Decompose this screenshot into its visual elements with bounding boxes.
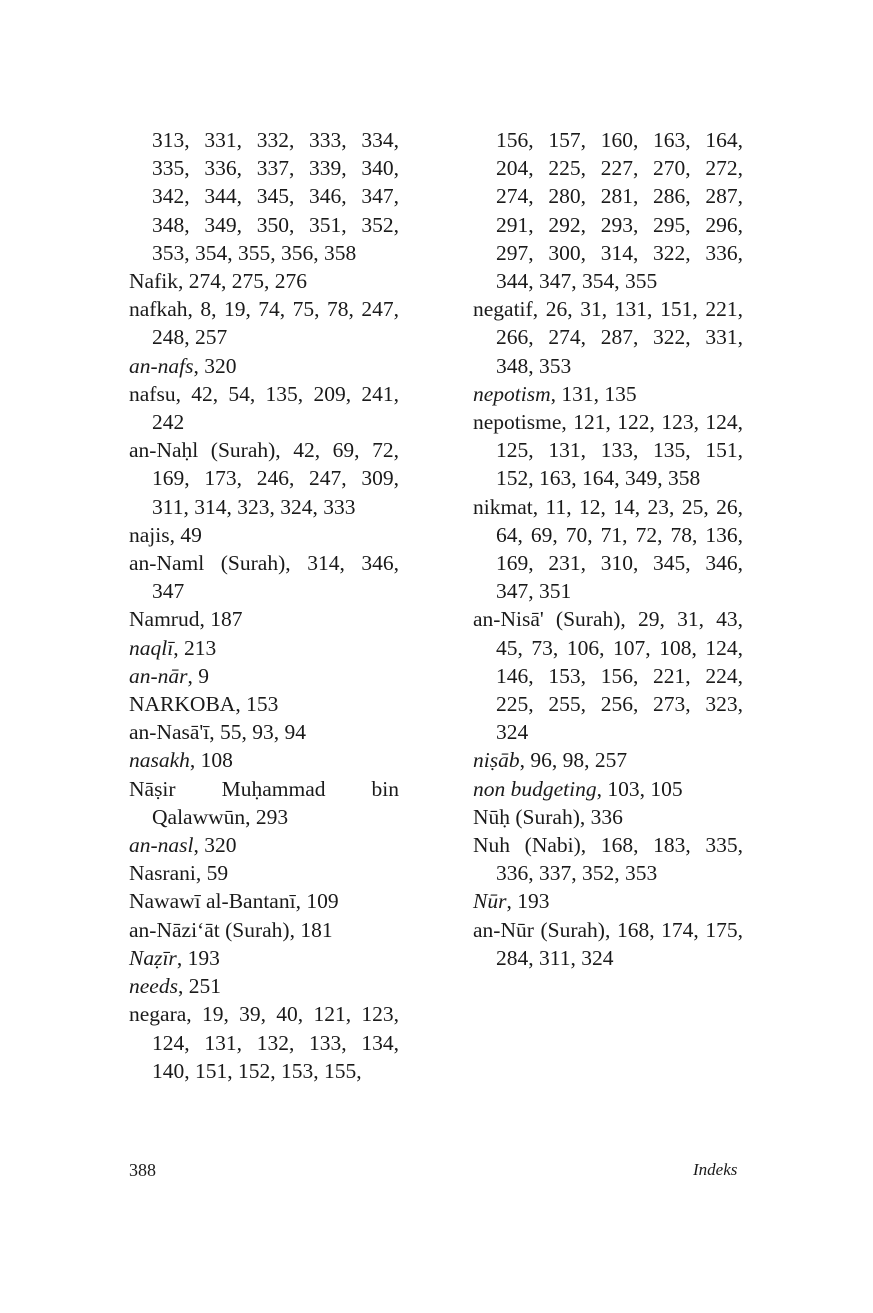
index-pages: , 96, 98, 257	[519, 748, 628, 773]
index-pages: , 11, 12, 14, 23, 25, 26, 64, 69, 70, 71, 72, 78, 136, 169, 231, 310, 345, 346, 347, 351	[496, 494, 743, 604]
index-entry	[473, 408, 743, 493]
index-term: nafsu	[129, 381, 176, 406]
index-pages: , 251	[177, 974, 221, 999]
index-entry	[129, 775, 399, 831]
index-term: an-Nūr (Surah)	[473, 917, 605, 942]
index-term: nepotisme	[473, 410, 562, 435]
index-entry	[129, 436, 399, 521]
index-term: negatif	[473, 297, 533, 322]
index-column-right	[473, 126, 743, 972]
index-term: NARKOBA	[129, 692, 236, 717]
index-entry	[473, 605, 743, 746]
index-entry	[129, 859, 399, 887]
index-entry	[473, 887, 743, 915]
index-entry	[473, 803, 743, 831]
index-pages: Qalawwūn, 293	[152, 804, 289, 829]
index-pages: , 181	[289, 917, 333, 942]
index-pages: , 187	[199, 607, 243, 632]
index-term: non budgeting	[473, 776, 597, 801]
index-pages: , 29, 31, 43, 45, 73, 106, 107, 108, 124, 146, 153, 156, 221, 224, 225, 255, 256, 273, 323, 324	[496, 607, 744, 745]
index-term: an-nār	[129, 663, 188, 688]
index-term: naqlī	[129, 635, 174, 660]
index-entry	[129, 634, 399, 662]
index-term: an-nasl	[129, 833, 194, 858]
index-entry	[129, 549, 399, 605]
index-term: Nasrani	[129, 861, 196, 886]
index-entry	[129, 916, 399, 944]
index-entry	[129, 295, 399, 351]
index-term: nikmat	[473, 494, 533, 519]
index-pages: , 9	[187, 663, 210, 688]
index-pages: , 131, 135	[550, 381, 637, 406]
index-entry	[129, 690, 399, 718]
index-pages: , 320	[193, 353, 237, 378]
index-pages: , 26, 31, 131, 151, 221, 266, 274, 287, 322, 331, 348, 353	[496, 297, 743, 378]
index-entry	[129, 605, 399, 633]
index-entry	[129, 352, 399, 380]
index-term: Nawawī al-Bantanī	[129, 889, 296, 914]
index-pages: , 49	[169, 522, 202, 547]
index-term: Nuh (Nabi)	[473, 833, 581, 858]
index-entry	[473, 916, 743, 972]
index-pages: , 320	[193, 833, 237, 858]
index-pages: , 193	[176, 945, 220, 970]
index-entry	[129, 662, 399, 690]
index-pages: , 121, 122, 123, 124, 125, 131, 133, 135, 151, 152, 163, 164, 349, 358	[496, 410, 743, 491]
index-pages: , 59	[195, 861, 229, 886]
index-term: Nūr	[473, 889, 507, 914]
index-term: negara	[129, 1002, 187, 1027]
index-entry-continuation: 156, 157, 160, 163, 164, 204, 225, 227, 270, 272, 274, 280, 281, 286, 287, 291, 292, 293, 295, 296, 297, 300, 314, 322, 336, 344, 347, 354, 355	[496, 128, 743, 294]
index-term: Nafik	[129, 269, 178, 294]
index-pages: , 55, 93, 94	[209, 720, 307, 745]
index-term: najis	[129, 522, 170, 547]
index-entry	[129, 267, 399, 295]
index-term: an-Nisā' (Surah)	[473, 607, 621, 632]
running-head: Indeks	[693, 1160, 738, 1179]
index-entry	[129, 521, 399, 549]
index-pages: , 19, 39, 40, 121, 123, 124, 131, 132, 133, 134, 140, 151, 152, 153, 155,	[152, 1002, 399, 1083]
page-number: 388	[129, 1160, 156, 1180]
index-column-left	[129, 126, 399, 1085]
index-entry	[129, 746, 399, 774]
index-entry	[129, 944, 399, 972]
index-term: an-Nasā'ī	[129, 720, 210, 745]
index-entry	[129, 380, 399, 436]
index-pages: , 213	[173, 635, 217, 660]
index-entry	[129, 1000, 399, 1085]
index-entry	[473, 831, 743, 887]
index-term: an-Naḥl (Surah)	[129, 438, 276, 463]
index-term: Namrud	[129, 607, 200, 632]
index-term: Nāṣir Muḥammad bin	[129, 776, 399, 801]
index-entry	[129, 972, 399, 1000]
index-entry-continuation: 313, 331, 332, 333, 334, 335, 336, 337, 339, 340, 342, 344, 345, 346, 347, 348, 349, 350, 351, 352, 353, 354, 355, 356, 358	[152, 128, 399, 265]
index-term: an-Naml (Surah)	[129, 551, 286, 576]
index-term: Nūḥ (Surah)	[473, 804, 580, 829]
index-pages: , 336	[579, 804, 623, 829]
index-pages: , 103, 105	[596, 776, 683, 801]
index-pages: , 109	[295, 889, 339, 914]
index-term: an-nafs	[129, 353, 194, 378]
index-pages: , 42, 69, 72, 169, 173, 246, 247, 309, 311, 314, 323, 324, 333	[152, 438, 399, 519]
index-pages: , 274, 275, 276	[177, 269, 307, 294]
index-entry	[129, 831, 399, 859]
index-term: nepotism	[473, 381, 551, 406]
index-term: nasakh	[129, 748, 190, 773]
index-entry	[473, 775, 743, 803]
index-term: Naẓīr	[129, 945, 177, 970]
index-pages: , 108	[189, 748, 233, 773]
index-entry	[473, 380, 743, 408]
index-pages: , 168, 183, 335, 336, 337, 352, 353	[496, 833, 744, 886]
index-term: an-Nāzi‘āt (Surah)	[129, 917, 290, 942]
index-entry	[129, 718, 399, 746]
index-entry	[473, 493, 743, 606]
index-term: nafkah	[129, 297, 188, 322]
index-pages: , 8, 19, 74, 75, 78, 247, 248, 257	[152, 297, 399, 350]
index-entry	[473, 746, 743, 774]
index-term: needs	[129, 974, 178, 999]
index-entry	[473, 295, 743, 380]
index-term: niṣāb	[473, 748, 520, 773]
index-pages: , 42, 54, 135, 209, 241, 242	[152, 381, 399, 435]
index-pages: , 168, 174, 175, 284, 311, 324	[496, 917, 743, 970]
index-pages: , 314, 346, 347	[152, 551, 400, 604]
index-pages: , 193	[506, 889, 550, 914]
index-entry	[129, 887, 399, 915]
index-pages: , 153	[235, 692, 279, 717]
